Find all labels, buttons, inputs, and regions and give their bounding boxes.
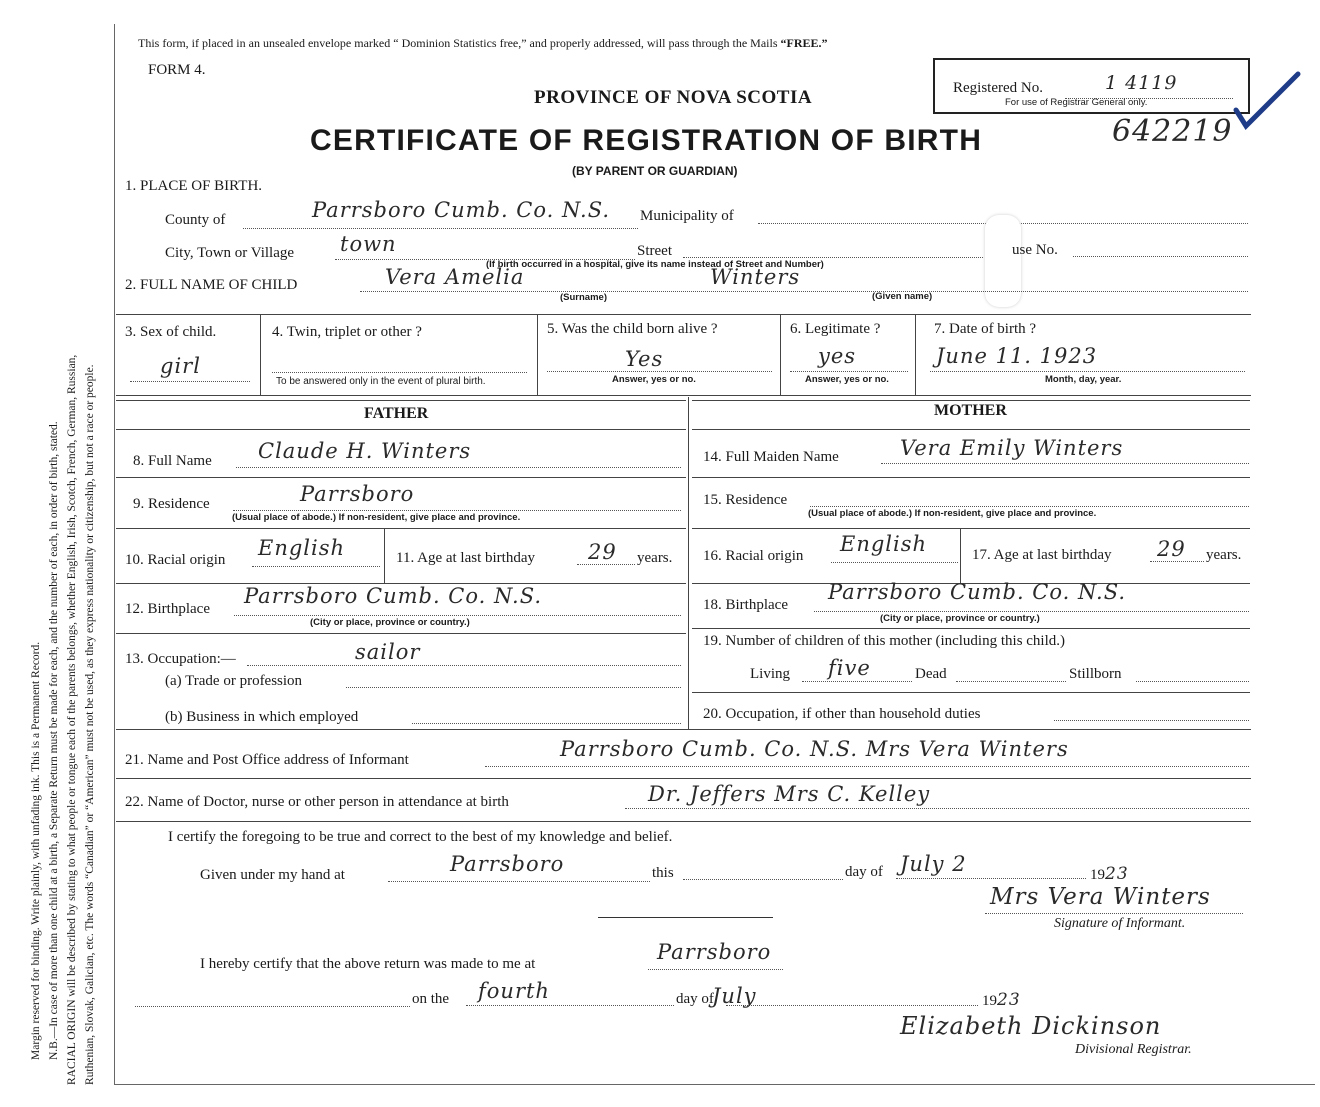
province-heading: PROVINCE OF NOVA SCOTIA [534, 87, 813, 108]
mother-race-value[interactable]: English [840, 532, 928, 556]
father-race-label: 10. Racial origin [125, 552, 226, 568]
dob-note: Month, day, year. [1045, 374, 1122, 385]
father-race-value[interactable]: English [258, 536, 346, 560]
father-occupation-label: 13. Occupation:— [125, 651, 236, 667]
side-note-1: Margin reserved for binding. Write plainly, with unfading ink. This is a Permanent Record. [30, 641, 42, 1060]
mail-notice-text: This form, if placed in an unsealed envelope marked “ Dominion Statistics free,” and properly addressed, will pass through the Mails [138, 36, 778, 50]
certify-line: I certify the foregoing to be true and correct to the best of my knowledge and belief. [168, 829, 673, 845]
mother-residence-note: (Usual place of abode.) If non-resident, give place and province. [808, 508, 1097, 519]
alive-value[interactable]: Yes [625, 347, 664, 371]
business-label: (b) Business in which employed [165, 709, 359, 725]
informant-signature-caption: Signature of Informant. [1054, 916, 1186, 931]
mother-occupation-label: 20. Occupation, if other than household duties [703, 706, 981, 722]
this-label: this [652, 865, 674, 881]
father-residence-note: (Usual place of abode.) If non-resident, give place and province. [232, 512, 521, 523]
mother-race-label: 16. Racial origin [703, 548, 804, 564]
day-of-label: day of [845, 864, 883, 880]
county-label: County of [165, 212, 226, 228]
mother-name-value[interactable]: Vera Emily Winters [900, 436, 1124, 460]
legitimate-value[interactable]: yes [818, 344, 857, 368]
city-value[interactable]: town [340, 232, 397, 256]
mother-heading: MOTHER [934, 402, 1007, 419]
mother-birthplace-note: (City or place, province or country.) [880, 613, 1040, 624]
check-mark-icon [1232, 70, 1302, 132]
father-residence-value[interactable]: Parrsboro [300, 482, 415, 506]
year-value[interactable]: 23 [1105, 864, 1129, 884]
municipality-label: Municipality of [640, 208, 734, 224]
on-the-label: on the [412, 991, 450, 1007]
father-years: years. [637, 550, 673, 566]
side-note-4: Ruthenian, Slovak, Galician, etc. The words “Canadian” or “American” must not be used, as they express nationality or citizenship, but not a race or people. [84, 364, 96, 1085]
father-name-value[interactable]: Claude H. Winters [258, 439, 472, 463]
registrar-caption: Divisional Registrar. [1075, 1042, 1192, 1057]
given-date-value[interactable]: July 2 [900, 852, 967, 876]
registered-no-label: Registered No. [953, 80, 1043, 96]
page-title: CERTIFICATE OF REGISTRATION OF BIRTH [310, 124, 983, 157]
child-surname-value[interactable]: Winters [710, 265, 801, 289]
father-residence-label: 9. Residence [133, 496, 210, 512]
return-place-value[interactable]: Parrsboro [657, 940, 772, 964]
house-no-label: use No. [1012, 242, 1058, 258]
registered-no-sub: For use of Registrar General only. [1005, 97, 1148, 108]
stillborn-label: Stillborn [1069, 666, 1122, 682]
mother-years: years. [1206, 547, 1242, 563]
twin-note: To be answered only in the event of plural birth. [276, 376, 486, 387]
registered-no-value: 1 4119 [1105, 72, 1178, 94]
mother-age-value[interactable]: 29 [1157, 537, 1186, 561]
given-name-caption: (Given name) [872, 291, 933, 302]
twin-label: 4. Twin, triplet or other ? [272, 324, 422, 340]
year2-prefix: 19 [982, 993, 997, 1009]
sex-value[interactable]: girl [160, 354, 201, 378]
registrar-signature: Elizabeth Dickinson [900, 1012, 1162, 1040]
dob-value[interactable]: June 11. 1923 [936, 344, 1098, 368]
month-value[interactable]: July [712, 984, 757, 1008]
mother-birthplace-label: 18. Birthplace [703, 597, 788, 613]
redaction-blot [985, 215, 1021, 307]
father-birthplace-value[interactable]: Parrsboro Cumb. Co. N.S. [244, 584, 543, 608]
page-subtitle: (BY PARENT OR GUARDIAN) [572, 164, 738, 178]
side-note-2: N.B.—In case of more than one child at a birth, a Separate Return must be made for each, and the number of each, in order of birth, stated. [48, 421, 60, 1060]
informant-label: 21. Name and Post Office address of Informant [125, 752, 409, 768]
dob-label: 7. Date of birth ? [934, 321, 1037, 337]
year-prefix: 19 [1090, 867, 1105, 883]
father-heading: FATHER [364, 405, 429, 422]
mother-age-label: 17. Age at last birthday [972, 547, 1112, 563]
father-occupation-value[interactable]: sailor [355, 640, 421, 664]
sex-label: 3. Sex of child. [125, 324, 217, 340]
side-notes [0, 0, 110, 1107]
given-place-value[interactable]: Parrsboro [450, 852, 565, 876]
registered-no-box [933, 58, 1250, 114]
doctor-value[interactable]: Dr. Jeffers Mrs C. Kelley [648, 782, 931, 806]
father-age-value[interactable]: 29 [588, 540, 617, 564]
legitimate-note: Answer, yes or no. [805, 374, 889, 385]
year2-value[interactable]: 23 [997, 990, 1021, 1010]
form-number: FORM 4. [148, 62, 206, 78]
mother-name-label: 14. Full Maiden Name [703, 449, 839, 465]
father-name-label: 8. Full Name [133, 453, 212, 469]
living-label: Living [750, 666, 790, 682]
father-birthplace-note: (City or place, province or country.) [310, 617, 470, 628]
street-label: Street [637, 243, 672, 259]
place-of-birth-label: 1. PLACE OF BIRTH. [125, 178, 263, 194]
informant-signature: Mrs Vera Winters [990, 884, 1211, 910]
surname-caption: (Surname) [560, 292, 607, 303]
mail-free: “FREE.” [780, 36, 828, 50]
mother-birthplace-value[interactable]: Parrsboro Cumb. Co. N.S. [828, 580, 1127, 604]
father-age-label: 11. Age at last birthday [396, 550, 535, 566]
day-of-2-label: day of [676, 991, 714, 1007]
handwritten-number: 642219 [1112, 114, 1233, 149]
mother-residence-label: 15. Residence [703, 492, 788, 508]
legitimate-label: 6. Legitimate ? [790, 321, 881, 337]
return-label: I hereby certify that the above return was made to me at [200, 956, 536, 972]
city-label: City, Town or Village [165, 245, 295, 261]
alive-note: Answer, yes or no. [612, 374, 696, 385]
child-given-name-value[interactable]: Vera Amelia [385, 265, 525, 289]
doctor-label: 22. Name of Doctor, nurse or other person in attendance at birth [125, 794, 509, 810]
on-the-value[interactable]: fourth [478, 979, 550, 1003]
child-name-label: 2. FULL NAME OF CHILD [125, 277, 298, 293]
county-value[interactable]: Parrsboro Cumb. Co. N.S. [312, 198, 611, 222]
father-birthplace-label: 12. Birthplace [125, 601, 210, 617]
alive-label: 5. Was the child born alive ? [547, 321, 718, 337]
children-label: 19. Number of children of this mother (including this child.) [703, 633, 1066, 649]
informant-value[interactable]: Parrsboro Cumb. Co. N.S. Mrs Vera Winters [560, 737, 1069, 761]
living-value[interactable]: five [828, 656, 871, 680]
mail-notice [138, 36, 828, 51]
given-under-label: Given under my hand at [200, 867, 345, 883]
side-note-3: RACIAL ORIGIN will be described by stating to what people or tongue each of the parents belongs, whether English, Irish, Scotch, French, German, Russian, [66, 354, 78, 1085]
hospital-note: (If birth occurred in a hospital, give its name instead of Street and Number) [486, 259, 824, 270]
trade-label: (a) Trade or profession [165, 673, 303, 689]
dead-label: Dead [915, 666, 947, 682]
